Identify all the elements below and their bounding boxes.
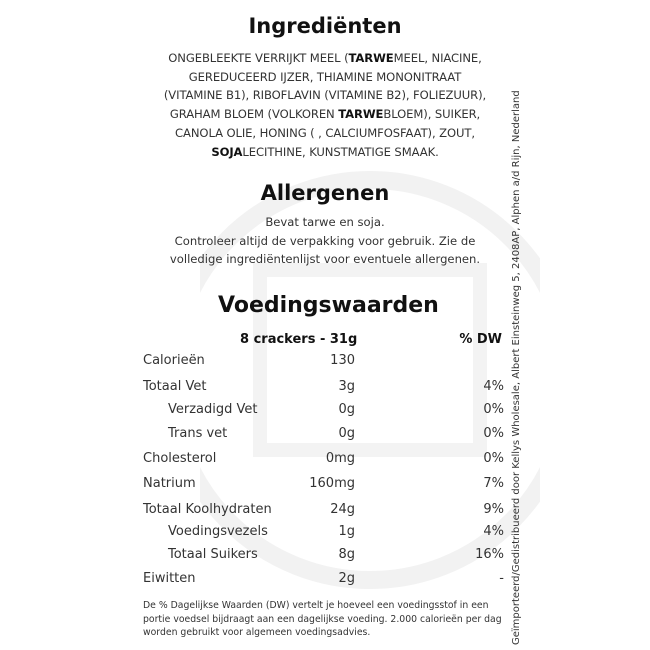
nutrient-label: Totaal Suikers [168,547,258,562]
ingredient-text: BLOEM), SUIKER, [383,107,481,122]
nutrition-row [0,524,650,544]
ingredients-line [130,124,520,143]
ingredients-line [130,105,520,124]
allergens-line: Bevat tarwe en soja. [265,215,385,229]
ingredient-text: GRAHAM BLOEM (VOLKOREN [169,107,339,122]
nutrient-dw: 4% [483,379,504,394]
nutrition-row [0,451,650,471]
nutrition-title: Voedingswaarden [218,293,439,318]
serving-size-header: 8 crackers - 31g [240,332,358,347]
nutrition-row [0,353,650,373]
nutrient-label: Voedingsvezels [168,524,268,539]
nutrient-value: 3g [338,379,355,394]
nutrient-dw: 9% [483,502,504,517]
nutrient-value: 0g [338,426,355,441]
nutrition-row [0,426,650,446]
nutrition-row [0,402,650,422]
ingredients-line [130,68,520,87]
nutrient-label: Verzadigd Vet [168,402,258,417]
nutrient-value: 0mg [325,451,355,466]
nutrient-value: 8g [338,547,355,562]
nutrient-dw: 4% [483,524,504,539]
nutrition-row [0,547,650,567]
nutrient-value: 24g [330,502,355,517]
nutrient-dw: 7% [483,476,504,491]
nutrient-dw: 0% [483,451,504,466]
nutrient-value: 2g [338,571,355,586]
allergens-line: Controleer altijd de verpakking voor gebruik. Zie de [174,233,476,248]
allergen-highlight: TARWE [338,107,384,122]
nutrient-label: Trans vet [168,426,228,441]
nutrition-row [0,571,650,591]
ingredients-line [130,86,520,105]
allergen-highlight: SOJA [211,144,243,159]
allergen-highlight: TARWE [348,51,394,65]
ingredient-text: CANOLA OLIE, HONING ( , CALCIUMFOSFAAT), ZOUT, [175,125,475,140]
ingredient-text: LECITHINE, KUNSTMATIGE SMAAK. [242,144,439,159]
nutrition-row [0,379,650,399]
ingredient-text: (VITAMINE B1), RIBOFLAVIN (VITAMINE B2), FOLIEZUUR), [163,88,487,103]
nutrient-value: 1g [338,524,355,539]
importer-text: Geïmporteerd/Gedistribueerd door Kellys Wholesale, Albert Einsteinweg 5, 2408AP, Alphen a/d Rijn, Nederland [511,90,522,645]
nutrient-label: Calorieën [143,353,205,368]
nutrient-dw: 16% [475,547,504,562]
nutrient-value: 160mg [309,476,355,491]
ingredients-line [130,143,520,162]
allergens-title: Allergenen [260,181,390,205]
nutrient-label: Totaal Vet [143,379,207,394]
dw-header: % DW [459,332,502,347]
ingredient-text: GEREDUCEERD IJZER, THIAMINE MONONITRAAT [188,69,462,84]
allergens-text [130,213,520,269]
ingredients-line [130,49,520,68]
nutrient-value: 130 [330,353,355,368]
ingredient-text: MEEL, NIACINE, [393,51,482,65]
nutrient-dw: - [499,571,504,586]
nutrient-dw: 0% [483,426,504,441]
allergens-line: volledige ingrediëntenlijst voor eventuele allergenen. [169,252,481,266]
ingredients-text [130,49,520,161]
nutrition-row [0,502,650,522]
nutrient-label: Natrium [143,476,196,491]
footnote: De % Dagelijkse Waarden (DW) vertelt je hoeveel een voedingsstof in een portie voedsel bijdraagt aan een dagelijkse voeding. 2.000 calorieën per dag worden gebruikt voor algemeen voedingsadvies. [143,600,502,638]
nutrient-value: 0g [338,402,355,417]
nutrient-label: Cholesterol [143,451,217,466]
ingredient-text: ONGEBLEEKTE VERRIJKT MEEL ( [168,51,349,65]
nutrient-dw: 0% [483,402,504,417]
nutrient-label: Totaal Koolhydraten [143,502,272,517]
nutrient-label: Eiwitten [143,571,196,586]
ingredients-title: Ingrediënten [248,14,402,38]
nutrition-row [0,476,650,496]
